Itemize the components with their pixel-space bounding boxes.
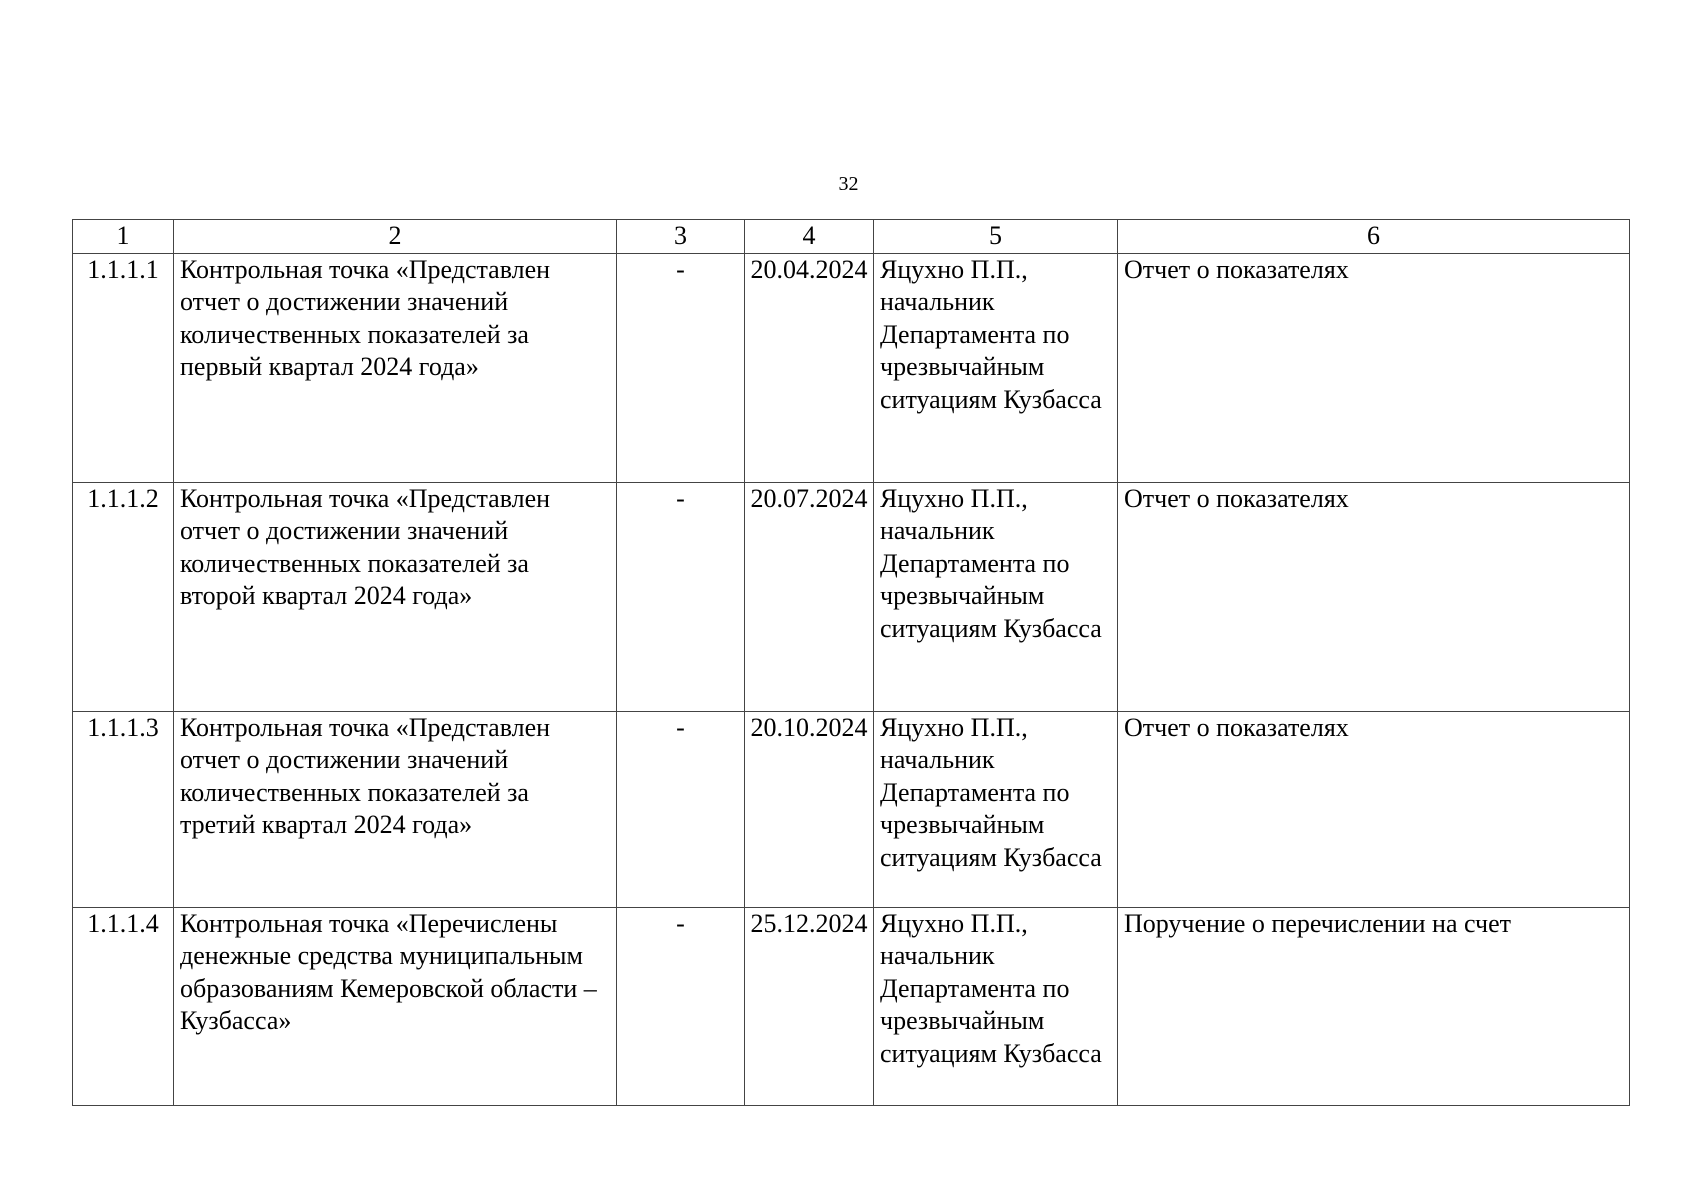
due-date: 20.10.2024 xyxy=(745,711,874,907)
col3-value: - xyxy=(617,907,745,1105)
column-header: 6 xyxy=(1118,220,1630,254)
column-header: 1 xyxy=(73,220,174,254)
table-row xyxy=(73,482,1630,711)
due-date: 20.07.2024 xyxy=(745,482,874,711)
result-document: Отчет о показателях xyxy=(1118,253,1630,482)
responsible-title: начальник Департамента по чрезвычайным ситуациям Кузбасса xyxy=(880,516,1102,643)
responsible-person xyxy=(874,711,1118,907)
responsible-title: начальник Департамента по чрезвычайным ситуациям Кузбасса xyxy=(880,745,1102,872)
column-header: 5 xyxy=(874,220,1118,254)
table-header-row xyxy=(73,220,1630,254)
result-document: Отчет о показателях xyxy=(1118,711,1630,907)
table-row xyxy=(73,711,1630,907)
column-header: 4 xyxy=(745,220,874,254)
responsible-title: начальник Департамента по чрезвычайным ситуациям Кузбасса xyxy=(880,287,1102,414)
control-point-description: Контрольная точка «Представлен отчет о достижении значений количественных показателей за третий квартал 2024 года» xyxy=(174,711,617,907)
due-date: 25.12.2024 xyxy=(745,907,874,1105)
column-header: 2 xyxy=(174,220,617,254)
responsible-title: начальник Департамента по чрезвычайным ситуациям Кузбасса xyxy=(880,941,1102,1068)
row-number: 1.1.1.2 xyxy=(73,482,174,711)
column-header: 3 xyxy=(617,220,745,254)
result-document: Отчет о показателях xyxy=(1118,482,1630,711)
table-row xyxy=(73,253,1630,482)
control-point-description: Контрольная точка «Представлен отчет о достижении значений количественных показателей за второй квартал 2024 года» xyxy=(174,482,617,711)
col3-value: - xyxy=(617,482,745,711)
result-document: Поручение о перечислении на счет xyxy=(1118,907,1630,1105)
plan-table xyxy=(72,219,1630,1106)
col3-value: - xyxy=(617,711,745,907)
row-number: 1.1.1.4 xyxy=(73,907,174,1105)
responsible-name: Яцухно П.П., xyxy=(880,254,1028,284)
row-number: 1.1.1.1 xyxy=(73,253,174,482)
responsible-name: Яцухно П.П., xyxy=(880,483,1028,513)
responsible-name: Яцухно П.П., xyxy=(880,908,1028,938)
due-date: 20.04.2024 xyxy=(745,253,874,482)
responsible-person xyxy=(874,482,1118,711)
responsible-person xyxy=(874,907,1118,1105)
page-number: 32 xyxy=(838,173,859,195)
control-point-description: Контрольная точка «Представлен отчет о достижении значений количественных показателей за первый квартал 2024 года» xyxy=(174,253,617,482)
table-row xyxy=(73,907,1630,1105)
responsible-person xyxy=(874,253,1118,482)
control-point-description: Контрольная точка «Перечислены денежные средства муниципальным образованиям Кемеровской области – Кузбасса» xyxy=(174,907,617,1105)
responsible-name: Яцухно П.П., xyxy=(880,712,1028,742)
row-number: 1.1.1.3 xyxy=(73,711,174,907)
col3-value: - xyxy=(617,253,745,482)
